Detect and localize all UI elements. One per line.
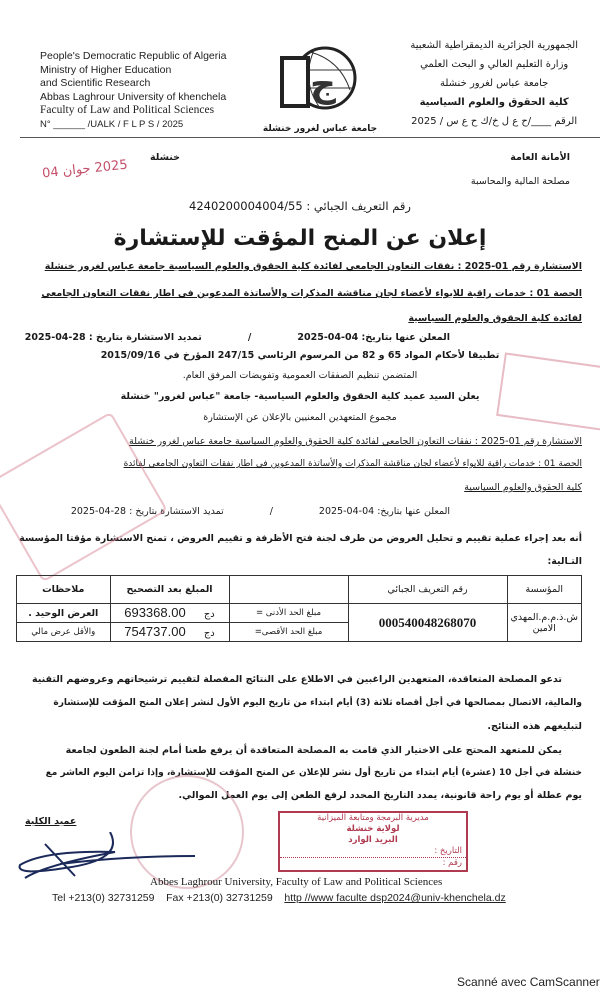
announced-date: المعلن عنها بتاريخ: 04-04-2025 [297, 332, 450, 343]
min-amount-cell [110, 604, 229, 623]
header-ar-line: الرقم ____/ح ع ل خ/ك ح ع س / 2025 [411, 116, 578, 127]
header-english [40, 50, 226, 131]
col-header-company: المؤسسة [507, 576, 582, 604]
page-title: إعلان عن المنح المؤقت للإستشارة [113, 226, 487, 251]
date-separator: / [269, 506, 273, 517]
header-arabic [410, 36, 578, 131]
logo-graphic-icon [262, 40, 378, 120]
scanner-watermark: Scanné avec CamScanner [457, 975, 600, 989]
min-label-cell: مبلغ الحد الأدنى = [229, 604, 348, 623]
col-header-amount: المبلغ بعد التصحيح [110, 576, 229, 604]
svg-text:ج: ج [310, 64, 336, 105]
legal-line: تطبيقا لأحكام المواد 65 و 82 من المرسوم الرئاسي 247/15 المؤرخ في 2015/09/16 [100, 350, 500, 361]
legal-line: يعلن السيد عميد كلية الحقوق والعلوم السياسية- جامعة "عباس لغرور" خنشلة [120, 391, 480, 402]
legal-line: مجموع المتعهدين المعنيين بالإعلان عن الإستشارة [203, 412, 397, 423]
stamp-line: لولاية خنشلة [346, 824, 400, 834]
note-cell: والأقل عرض مالي [17, 623, 111, 642]
consultation-line: الحصة 01 : خدمات راقية للايواء لأعضاء لجان مناقشة المذكرات والأساتذة المدعوين في اطار نفقات التعاون الجامعي [41, 288, 582, 299]
date-separator: / [247, 332, 252, 343]
max-label-cell: مبلغ الحد الأقصى= [229, 623, 348, 642]
min-amount: 693368.00 [124, 605, 186, 620]
header-en-line: and Scientific Research [40, 77, 151, 89]
stamp-line: مديرية البرمجة ومتابعة الميزانية [317, 813, 429, 823]
announced-date: المعلن عنها بتاريخ: 04-04-2025 [318, 506, 450, 517]
paragraph-line: خنشلة في أجل 10 (عشرة) أيام ابتداء من تاريخ أول نشر للإعلان عن المنح المؤقت للإستشارة، وإذا تزامن اليوم العاشر مع [45, 768, 582, 778]
consultation-line: الاستشارة رقم 01-2025 : نفقات التعاون الجامعي لفائدة كلية الحقوق والعلوم السياسية جامعة عباس لغرور خنشلة [44, 261, 582, 272]
paragraph-line: والمالية، الاتصال بمصالحها في أجل أقصاه ثلاثة (3) أيام ابتداء من تاريخ اليوم الأول لنشر إعلان المنح المؤقت للإستشارة [53, 698, 582, 708]
consultation-line: كلية الحقوق والعلوم السياسية [464, 482, 582, 493]
paragraph-line: يوم عطلة أو يوم راحة قانونية، يمدد التاريخ المحدد لرفع الطعن إلى يوم العمل الموالي. [178, 790, 582, 801]
currency: دج [203, 628, 215, 639]
consultation-line: الاستشارة رقم 01-2025 : نفقات التعاون الجامعي لفائدة كلية الحقوق والعلوم السياسية جامعة عباس لغرور خنشلة [129, 436, 582, 447]
company-cell: ش.ذ.م.م.المهدي الامين [507, 604, 582, 642]
max-amount: 754737.00 [124, 624, 186, 639]
footer-web-link[interactable]: http //www faculte dsp2024@univ-khenchela.dz [284, 892, 506, 904]
header-en-line: N° ______ /UALK / F L P S / 2025 [40, 118, 184, 130]
logo-text: جامعة عباس لغرور خنشلة [262, 124, 378, 134]
header-ar-line: وزارة التعليم العالي و البحث العلمي [420, 59, 569, 70]
consultation-line: الحصة 01 : خدمات راقية للايواء لأعضاء لجان مناقشة المذكرات والأساتذة المدعوين في اطار نفقات التعاون الجامعي لفائدة [123, 459, 582, 469]
stamp-line: البريد الوارد [348, 835, 398, 845]
table-row [17, 604, 582, 623]
consultation-line: لفائدة كلية الحقوق والعلوم السياسية [408, 313, 582, 324]
currency: دج [203, 609, 215, 620]
col-header-tax-id: رقم التعريف الجبائي [348, 576, 507, 604]
stamp-number-label [280, 858, 466, 869]
result-intro: أنه بعد إجراء عملية تقييم و تحليل العروض من طرف لجنة فتح الأظرفة و تقييم العروض ، تمنح الاستشارة مؤقتا المؤسسة [19, 533, 582, 544]
header-ar-line: كلية الحقوق والعلوم السياسية [419, 97, 569, 108]
footer-line-1: Abbes Laghrour University, Faculty of Law and Political Sciences [150, 876, 443, 888]
stamp-number-label-text: رقم : [442, 858, 462, 868]
header-divider [20, 137, 600, 138]
header-ar-line: الجمهورية الجزائرية الديمقراطية الشعبية [410, 40, 578, 51]
university-logo [262, 40, 378, 135]
date-stamp: 2025 جوان 04 [41, 157, 129, 182]
footer-contact [52, 892, 506, 906]
legal-line: المتضمن تنظيم الصفقات العمومية وتفويضات المرفق العام. [182, 370, 418, 381]
extension-date: تمديد الاستشارة بتاريخ : 28-04-2025 [24, 332, 202, 343]
city: خنشلة [150, 152, 181, 163]
result-intro: التـالية: [547, 556, 582, 567]
paragraph-line: تدعو المصلحة المتعاقدة، المتعهدين الراغبين في الاطلاع على النتائج المفصلة لتقييم ترشيحاتهم وعروضهم التقنية [32, 674, 562, 685]
tax-id-cell: 000540048268070 [348, 604, 507, 642]
footer-tel: Tel +213(0) 32731259 [52, 892, 155, 904]
paragraph-line: يمكن للمتعهد المحتج على الاختيار الذي قامت به المصلحة المتعاقدة أن يرفع طعنا أمام لجنة الطعون لجامعة [65, 745, 562, 756]
department-finance: مصلحة المالية والمحاسبة [470, 176, 570, 187]
table-header-row [17, 576, 582, 604]
header-en-line: Faculty of Law and Political Sciences [40, 104, 215, 116]
extension-date: تمديد الاستشارة بتاريخ : 28-04-2025 [70, 506, 224, 517]
signature-scribble-icon [5, 832, 205, 882]
stamp-date-label-text: التاريخ : [434, 846, 462, 856]
header-ar-line: جامعة عباس لغرور خنشلة [439, 78, 549, 89]
max-amount-cell [110, 623, 229, 642]
received-mail-stamp [278, 811, 468, 872]
header-en-line: Abbas Laghrour University of khenchela [40, 90, 227, 103]
stamp-date-label [280, 846, 466, 858]
footer-fax: Fax +213(0) 32731259 [166, 892, 273, 904]
results-table [16, 575, 582, 642]
dates-line [25, 332, 450, 343]
paragraph-line: لتبليغهم هذه النتائج. [487, 721, 582, 732]
header-en-line: People's Democratic Republic of Algeria [40, 50, 227, 62]
signature-title: عميد الكلية [25, 816, 77, 827]
col-header-limits [229, 576, 348, 604]
col-header-notes: ملاحظات [17, 576, 111, 604]
tax-id-line: رقم التعريف الجبائي : 4240200004004/55 [189, 199, 411, 213]
header-en-line: Ministry of Higher Education [40, 63, 172, 76]
department-general-secretariat: الأمانة العامة [510, 152, 570, 163]
note-cell: العرض الوحيد . [17, 604, 111, 623]
